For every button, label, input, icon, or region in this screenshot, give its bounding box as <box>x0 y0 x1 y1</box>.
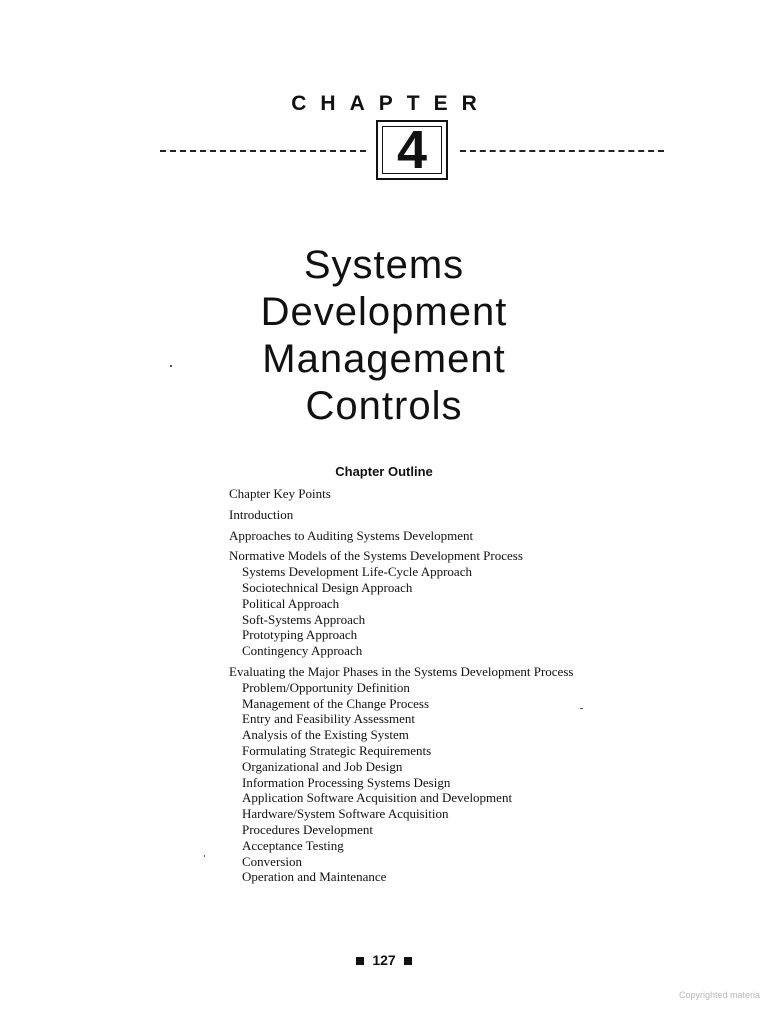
chapter-number: 4 <box>382 126 442 174</box>
chapter-number-box <box>376 120 448 180</box>
outline-subitem: Systems Development Life-Cycle Approach <box>242 564 472 580</box>
outline-subitem: Procedures Development <box>242 821 374 837</box>
chapter-outline <box>229 486 709 885</box>
dashed-rule-left <box>160 150 366 152</box>
outline-section-label: Normative Models of the Systems Development Process <box>229 548 523 564</box>
outline-subitem: Hardware/System Software Acquisition <box>242 806 449 822</box>
outline-subitem: Organizational and Job Design <box>242 758 403 774</box>
outline-section <box>229 528 709 544</box>
outline-subitem: Soft-Systems Approach <box>242 611 366 627</box>
outline-section-label: Chapter Key Points <box>229 486 331 501</box>
watermark: Copyrighted materia <box>678 990 760 1000</box>
outline-subitem: Information Processing Systems Design <box>242 774 451 790</box>
outline-subitem: Sociotechnical Design Approach <box>242 579 413 595</box>
square-bullet-icon <box>404 957 412 965</box>
outline-section-label: Introduction <box>229 506 294 522</box>
title-line: Systems <box>303 243 465 287</box>
outline-subitem: Acceptance Testing <box>242 837 344 853</box>
outline-section <box>229 486 709 502</box>
outline-subitem: Management of the Change Process <box>242 695 430 711</box>
chapter-title <box>0 242 768 430</box>
outline-subitem: Problem/Opportunity Definition <box>242 679 410 695</box>
outline-section <box>229 548 709 659</box>
title-line: Controls <box>305 384 463 428</box>
outline-subitem: Application Software Acquisition and Development <box>242 790 513 806</box>
outline-subitem: Entry and Feasibility Assessment <box>242 711 415 727</box>
outline-subitem: Operation and Maintenance <box>242 869 387 885</box>
outline-section-label: Approaches to Auditing Systems Development <box>229 527 474 543</box>
title-line: Development <box>260 290 508 334</box>
page-number <box>0 952 768 968</box>
scan-speck <box>170 365 172 367</box>
outline-subitem: Formulating Strategic Requirements <box>242 742 432 758</box>
outline-section <box>229 664 709 885</box>
outline-section <box>229 507 709 523</box>
dashed-rule-right <box>460 150 664 152</box>
outline-section-label: Evaluating the Major Phases in the Systems Development Process <box>229 663 574 679</box>
scan-speck <box>580 708 583 709</box>
scan-speck <box>204 855 205 857</box>
page-number-value: 127 <box>372 952 396 968</box>
chapter-label: CHAPTER <box>291 92 491 115</box>
square-bullet-icon <box>356 957 364 965</box>
title-line: Management <box>262 337 506 381</box>
outline-heading: Chapter Outline <box>335 464 433 479</box>
outline-subitem: Political Approach <box>242 595 340 611</box>
outline-subitem: Analysis of the Existing System <box>242 727 409 743</box>
outline-subitem: Contingency Approach <box>242 643 363 659</box>
outline-subitem: Prototyping Approach <box>242 627 358 643</box>
outline-subitem: Conversion <box>242 853 302 869</box>
